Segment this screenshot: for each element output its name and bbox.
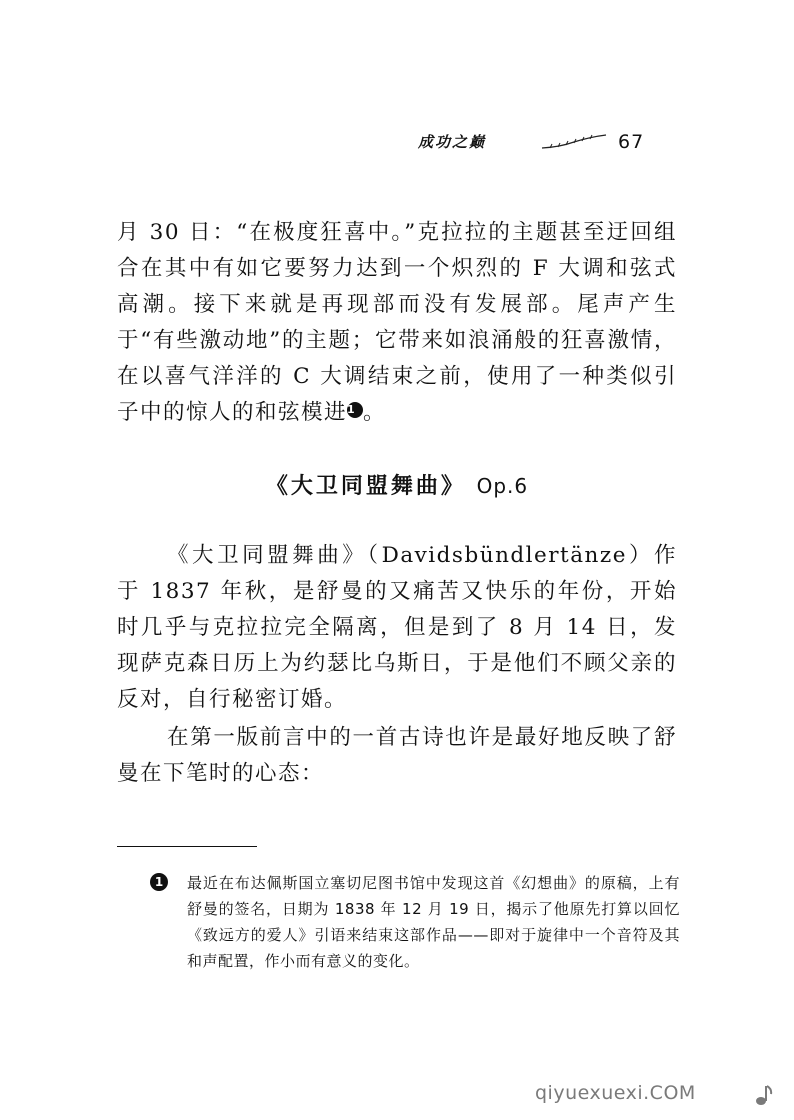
opus-number: Op.6 <box>476 474 529 498</box>
body-paragraph-3: 在第一版前言中的一首古诗也许是最好地反映了舒曼在下笔时的心态： <box>117 725 677 786</box>
section-title: 《大卫同盟舞曲》 <box>265 473 466 499</box>
watermark-text: qiyuexuexi.COM <box>535 1082 696 1104</box>
footnote-marker: 1 <box>150 873 168 891</box>
footnote-reference[interactable]: 1 <box>347 402 363 418</box>
page-number: 67 <box>618 131 645 153</box>
site-watermark <box>535 1078 775 1110</box>
running-header <box>418 131 658 159</box>
paragraph-text: 月 30 日：“在极度狂喜中。”克拉拉的主题甚至迂回组合在其中有如它要努力达到一个炽烈的 F 大调和弦式高潮。接下来就是再现部而没有发展部。尾声产生于“有些激动地”的主题；它带来如浪涌般的狂喜激情，在以喜气洋洋的 C 大调结束之前，使用了一种类似引子中的惊人的和弦模进 <box>117 220 677 425</box>
running-title: 成功之巅 <box>418 133 487 151</box>
body-paragraph-1 <box>117 215 677 431</box>
section-heading <box>0 469 794 500</box>
footnote-text: 最近在布达佩斯国立塞切尼图书馆中发现这首《幻想曲》的原稿，上有舒曼的签名，日期为 1838 年 12 月 19 日，揭示了他原先打算以回忆《致远方的爱人》引语来结束这部作品——即对于旋律中一个音符及其和声配置，作小而有意义的变化。 <box>187 874 680 970</box>
paragraph-end-punctuation: 。 <box>363 400 387 425</box>
body-paragraph-2: 《大卫同盟舞曲》（Davidsbündlertänze）作于 1837 年秋，是舒曼的又痛苦又快乐的年份，开始时几乎与克拉拉完全隔离，但是到了 8 月 14 日，发现萨克森日历上为约瑟比乌斯日，于是他们不顾父亲的反对，自行秘密订婚。 <box>117 543 677 712</box>
swash-ornament-icon <box>540 133 608 151</box>
footnote-divider <box>117 846 257 847</box>
music-note-icon <box>755 1084 773 1106</box>
